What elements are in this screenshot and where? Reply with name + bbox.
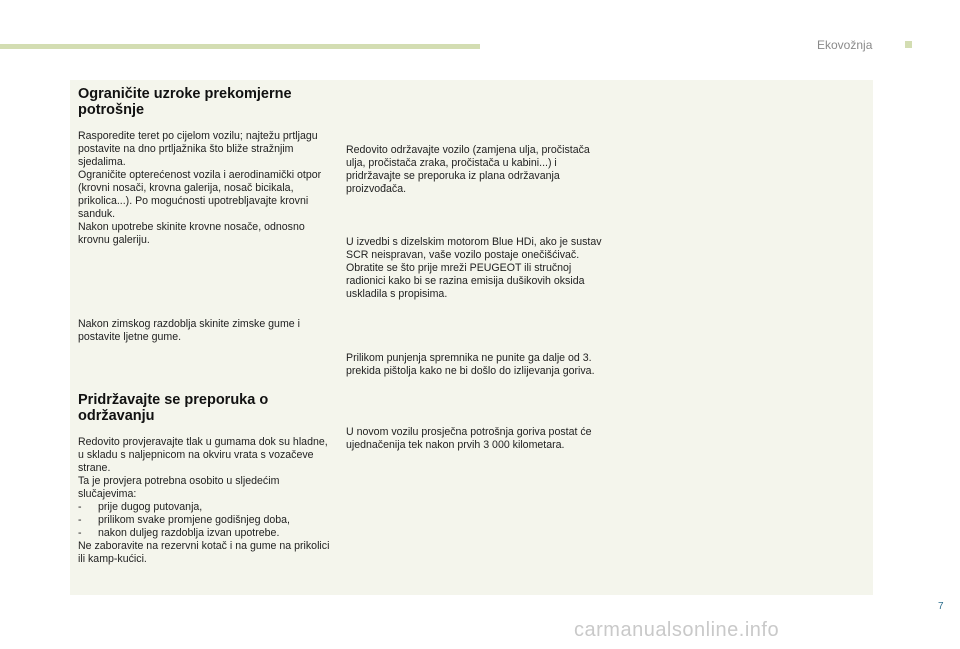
section-heading-maintenance — [78, 392, 334, 424]
list-item-text: prilikom svake promjene godišnjeg doba, — [98, 514, 290, 526]
chapter-title: Ekovožnja — [817, 38, 873, 52]
paragraph: Ne zaboravite na rezervni kotač i na gume na prikolici ili kamp-kućici. — [78, 540, 330, 565]
paragraph: Redovito provjeravajte tlak u gumama dok su hladne, u skladu s naljepnicom na okviru vrata s vozačeve strane. — [78, 436, 328, 474]
section-heading: Ograničite uzroke prekomjerne potrošnje — [78, 86, 292, 118]
chapter-marker — [905, 41, 912, 48]
list-item-text: nakon duljeg razdoblja izvan upotrebe. — [98, 527, 280, 539]
section-heading: Pridržavajte se preporuka o održavanju — [78, 392, 269, 424]
list-item-text: prije dugog putovanja, — [98, 501, 203, 513]
paragraph: Nakon upotrebe skinite krovne nosače, odnosno krovnu galeriju. — [78, 221, 305, 246]
right-paragraph-refuel — [346, 352, 604, 378]
list-item — [78, 501, 334, 514]
paragraph: Ograničite opterećenost vozila i aerodinamički otpor (krovni nosači, krovna galerija, nosač bicikala, prikolica...). Po mogućnosti upotrebljavajte krovni sanduk. — [78, 169, 322, 220]
list-item — [78, 527, 334, 540]
paragraph: U izvedbi s dizelskim motorom Blue HDi, ako je sustav SCR neispravan, vaše vozilo postaje onečišćivač. Obratite se što prije mreži PEUGEOT ili stručnoj radionici kako bi se razina emisija dušikovih oksida uskladila s propisima. — [346, 236, 602, 300]
section1-tires-block — [78, 318, 334, 344]
paragraph: Ta je provjera potrebna osobito u sljedećim slučajevima: — [78, 475, 280, 500]
section2-text-block — [78, 436, 334, 566]
header-accent-bar — [0, 44, 480, 49]
paragraph: Rasporedite teret po cijelom vozilu; najtežu prtljagu postavite na dno prtljažnika što bliže stražnjim sjedalima. — [78, 130, 318, 168]
watermark: carmanualsonline.info — [574, 619, 780, 641]
paragraph: Redovito održavajte vozilo (zamjena ulja, pročistača ulja, pročistača zraka, pročistača u kabini...) i pridržavajte se preporuka iz plana održavanja proizvođača. — [346, 144, 590, 195]
page-number: 7 — [938, 601, 944, 612]
list-dash: - — [78, 501, 82, 513]
list-dash: - — [78, 527, 82, 539]
right-paragraph-maintenance — [346, 144, 604, 196]
bullet-list — [78, 501, 334, 540]
right-paragraph-new-vehicle — [346, 426, 604, 452]
section-heading-consumption — [78, 86, 334, 118]
list-dash: - — [78, 514, 82, 526]
paragraph: Prilikom punjenja spremnika ne punite ga dalje od 3. prekida pištolja kako ne bi došlo do izlijevanja goriva. — [346, 352, 595, 377]
list-item — [78, 514, 334, 527]
paragraph: Nakon zimskog razdoblja skinite zimske gume i postavite ljetne gume. — [78, 318, 300, 343]
right-paragraph-bluehdi — [346, 236, 604, 301]
paragraph: U novom vozilu prosječna potrošnja goriva postat će ujednačenija tek nakon prvih 3 000 kilometara. — [346, 426, 592, 451]
section1-text-block — [78, 130, 334, 247]
